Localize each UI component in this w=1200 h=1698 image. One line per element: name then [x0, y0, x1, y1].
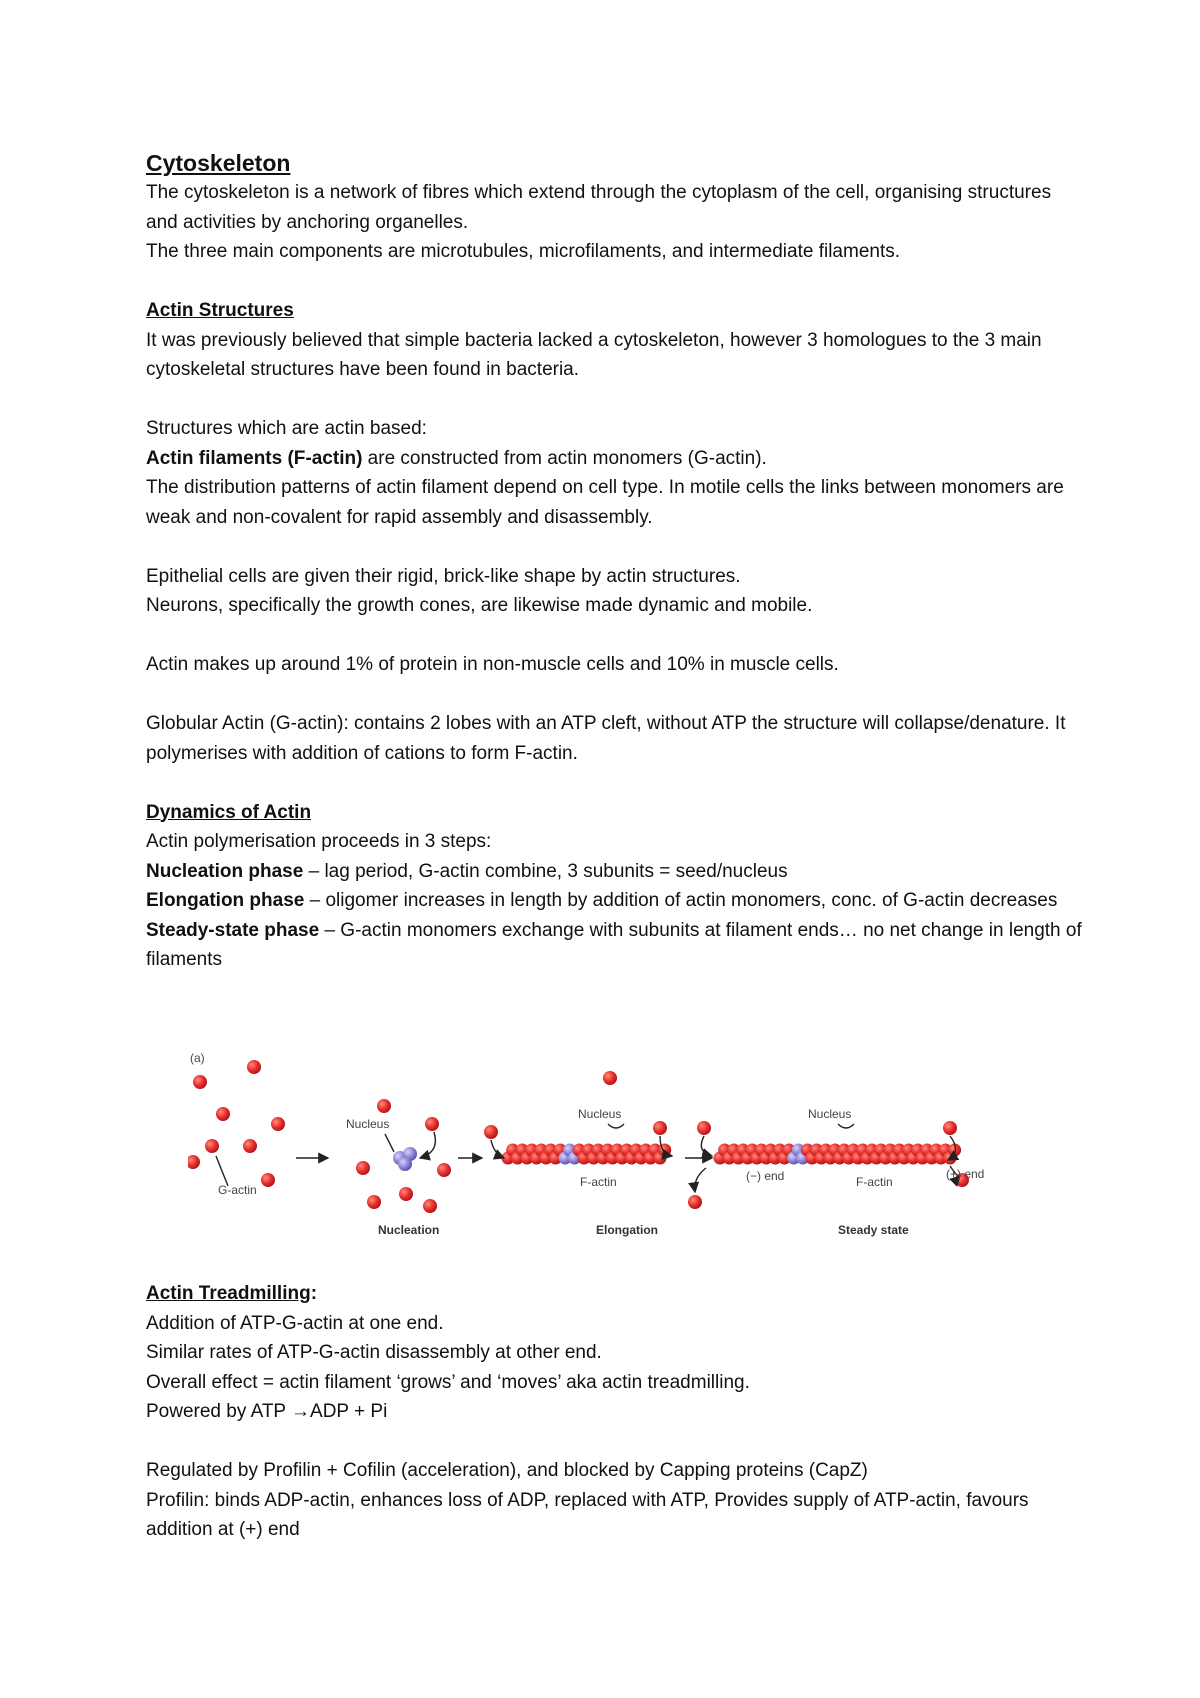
- bacteria-paragraph: It was previously believed that simple bacteria lacked a cytoskeleton, however 3 homologues to the 3 main cytoskeletal structures have been found in bacteria.: [146, 329, 1042, 380]
- g-actin-monomer: [216, 1107, 230, 1121]
- g-actin-monomer: [437, 1163, 451, 1177]
- treadmilling-line-3: Overall effect = actin filament ‘grows’ and ‘moves’ aka actin treadmilling.: [146, 1371, 750, 1393]
- steady-state-stage-label: Steady state: [838, 1223, 909, 1237]
- upper-text-block: [146, 148, 1086, 975]
- g-actin-monomer: [943, 1121, 957, 1135]
- elongation-stage-label: Elongation: [596, 1223, 658, 1237]
- g-actin-monomer: [377, 1099, 391, 1113]
- intro-paragraph-2: The three main components are microtubules, microfilaments, and intermediate filaments.: [146, 241, 901, 262]
- g-actin-pointer-line: [216, 1156, 228, 1186]
- steady-state-phase-term: Steady-state phase: [146, 919, 320, 941]
- g-actin-monomer: [484, 1125, 498, 1139]
- elongation-phase-text: – oligomer increases in length by addition of actin monomers, conc. of G-actin decreases: [304, 890, 1058, 911]
- g-actin-monomer: [653, 1121, 667, 1135]
- distribution-paragraph: The distribution patterns of actin filament depend on cell type. In motile cells the links between monomers are weak and non-covalent for rapid assembly and disassembly.: [146, 477, 1064, 528]
- g-actin-monomer: [271, 1117, 285, 1131]
- elongation-add-arrow-left: [491, 1140, 504, 1158]
- nucleation-stage-label: Nucleation: [378, 1223, 440, 1237]
- intro-paragraph-1: The cytoskeleton is a network of fibres which extend through the cytoplasm of the cell, organising structures and activities by anchoring organelles.: [146, 182, 1052, 233]
- globular-actin-paragraph: Globular Actin (G-actin): contains 2 lobes with an ATP cleft, without ATP the structure will collapse/denature. It polymerises with addition of cations to form F-actin.: [146, 713, 1066, 764]
- nucleation-phase-text: – lag period, G-actin combine, 3 subunits = seed/nucleus: [303, 860, 788, 882]
- nucleus-pointer-line: [385, 1134, 394, 1152]
- nucleus-label-elongation: Nucleus: [578, 1107, 622, 1121]
- epithelial-paragraph: Epithelial cells are given their rigid, brick-like shape by actin structures.: [146, 565, 741, 587]
- actin-filaments-paragraph: [146, 444, 1086, 474]
- actin-polymerisation-figure: [188, 1046, 1028, 1246]
- g-actin-monomer: [243, 1139, 257, 1153]
- steady-add-arrow-left: [701, 1136, 712, 1156]
- actin-filaments-term: Actin filaments (F-actin): [146, 447, 363, 469]
- steady-state-phase-item: [146, 916, 1086, 975]
- g-actin-monomer: [247, 1060, 261, 1074]
- g-actin-monomer: [697, 1121, 711, 1135]
- actin-filaments-definition: are constructed from actin monomers (G-actin).: [362, 447, 767, 469]
- g-actin-monomer: [193, 1075, 207, 1089]
- treadmilling-heading-colon: :: [310, 1283, 318, 1304]
- profilin-paragraph: Profilin: binds ADP-actin, enhances loss of ADP, replaced with ATP, Provides supply of ATP-actin, favours addition at (+) end: [146, 1489, 1029, 1540]
- g-actin-monomer: [261, 1173, 275, 1187]
- actin-percentage-paragraph: Actin makes up around 1% of protein in non-muscle cells and 10% in muscle cells.: [146, 654, 839, 675]
- monomer-addition-arrow: [420, 1132, 435, 1158]
- actin-polymerisation-diagram: [188, 1046, 1028, 1246]
- nucleus-brace-elongation: [608, 1124, 624, 1128]
- plus-end-label: (+) end: [946, 1167, 985, 1181]
- elongation-phase-term: Elongation phase: [146, 890, 305, 911]
- dynamics-heading: Dynamics of Actin: [146, 801, 312, 823]
- neurons-paragraph: Neurons, specifically the growth cones, are likewise made dynamic and mobile.: [146, 595, 813, 616]
- treadmilling-line-1: Addition of ATP-G-actin at one end.: [146, 1312, 444, 1334]
- panel-label: (a): [190, 1051, 205, 1065]
- treadmilling-line-2: Similar rates of ATP-G-actin disassembly at other end.: [146, 1342, 602, 1363]
- g-actin-monomer: [356, 1161, 370, 1175]
- actin-based-intro: Structures which are actin based:: [146, 418, 427, 439]
- g-actin-monomer: [399, 1187, 413, 1201]
- steady-loss-arrow-left: [695, 1168, 706, 1192]
- nucleus-subunit: [398, 1157, 412, 1171]
- nucleus-label-nucleation: Nucleus: [346, 1117, 390, 1131]
- polymerisation-intro: Actin polymerisation proceeds in 3 steps:: [146, 831, 492, 852]
- g-actin-monomer: [205, 1139, 219, 1153]
- lower-text-block: [146, 1279, 1086, 1545]
- f-actin-label-elongation: F-actin: [580, 1175, 617, 1189]
- minus-end-label: (−) end: [746, 1169, 785, 1183]
- g-actin-monomer: [188, 1155, 200, 1169]
- actin-structures-heading: Actin Structures: [146, 300, 294, 321]
- g-actin-monomer: [603, 1071, 617, 1085]
- nucleation-phase-item: [146, 857, 1086, 887]
- g-actin-monomer: [425, 1117, 439, 1131]
- nucleation-phase-term: Nucleation phase: [146, 860, 304, 882]
- nucleus-brace-steady: [838, 1124, 854, 1128]
- treadmilling-heading: Actin Treadmilling: [146, 1283, 311, 1304]
- g-actin-monomer: [688, 1195, 702, 1209]
- treadmilling-line-4: Powered by ATP →ADP + Pi: [146, 1401, 388, 1422]
- monomer-layer: [188, 1060, 969, 1213]
- page-title: Cytoskeleton: [146, 150, 291, 176]
- steady-state-phase-text: – G-actin monomers exchange with subunits at filament ends… no net change in length of filaments: [146, 919, 1082, 970]
- regulation-paragraph: Regulated by Profilin + Cofilin (acceleration), and blocked by Capping proteins (CapZ): [146, 1460, 868, 1481]
- treadmilling-heading-line: [146, 1279, 1086, 1309]
- elongation-phase-item: [146, 886, 1086, 916]
- g-actin-monomer: [367, 1195, 381, 1209]
- g-actin-label: G-actin: [218, 1183, 257, 1197]
- f-actin-label-steady-state: F-actin: [856, 1175, 893, 1189]
- g-actin-monomer: [423, 1199, 437, 1213]
- nucleus-label-steady-state: Nucleus: [808, 1107, 852, 1121]
